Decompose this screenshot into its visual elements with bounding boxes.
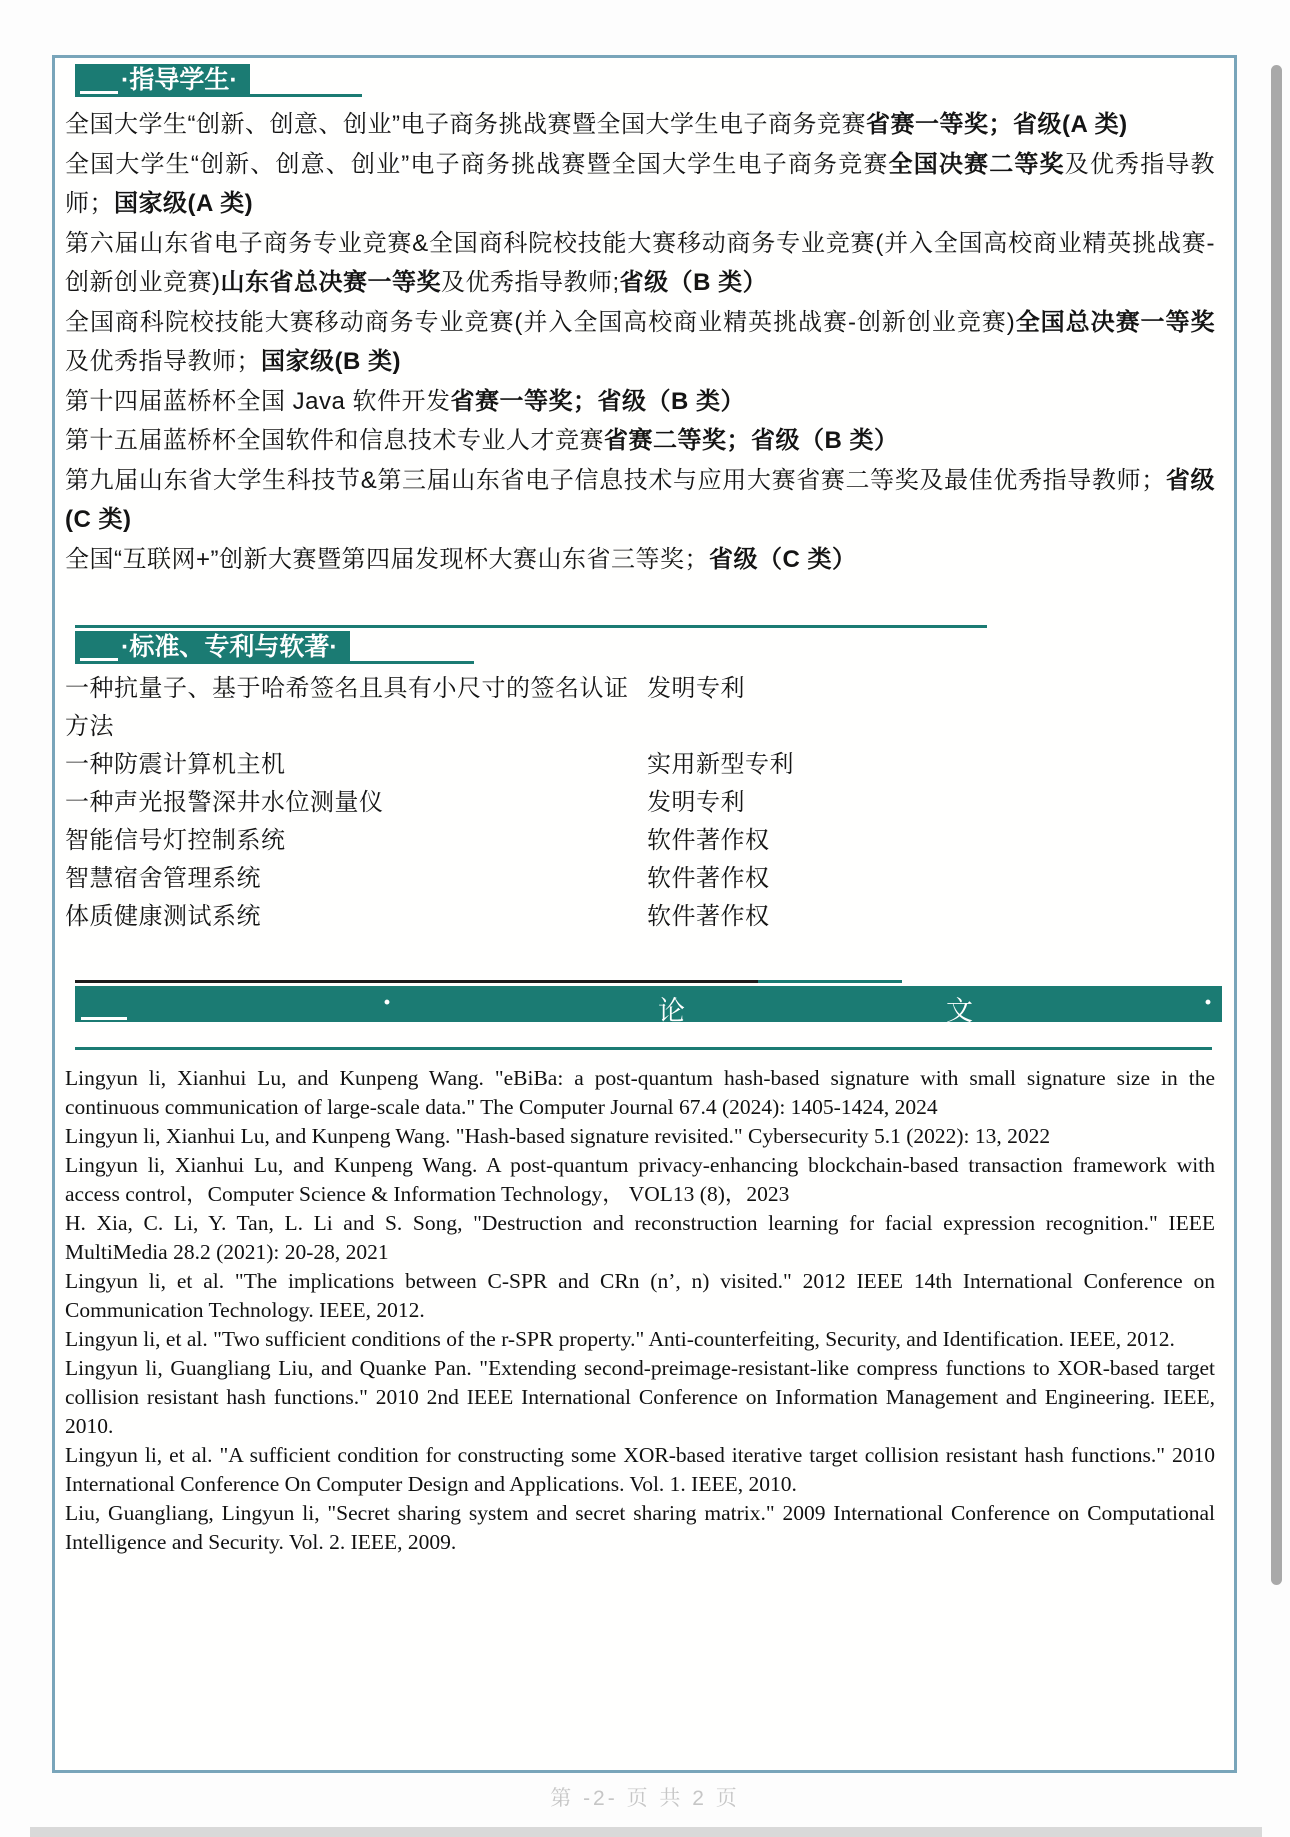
students-section-header [75,64,1215,97]
publication-item: Liu, Guangliang, Lingyun li, "Secret sharing system and secret sharing matrix." 2009 International Conference on Computational Intelligence and Security. Vol. 2. IEEE, 2009. [65,1501,1215,1554]
header-white-underline [80,658,118,661]
award-item [65,421,1215,461]
patent-category: 软件著作权 [647,865,770,892]
patent-category: 实用新型专利 [647,751,794,778]
patents-header-box [75,631,350,664]
patent-list [65,670,1215,936]
patent-name: 一种声光报警深井水位测量仪 [65,789,384,816]
publication-item: Lingyun li, et al. "A sufficient condition for constructing some XOR-based iterative target collision resistant hash functions." 2010 International Conference On Computer Design and Applications. Vol. 1. IEEE, 2010. [65,1443,1215,1496]
patent-row [65,898,1215,936]
document-page [52,55,1237,1773]
publication-item: Lingyun li, Guangliang Liu, and Quanke Pan. "Extending second-preimage-resistant-like compress functions to XOR-based target collision resistant hash functions." 2010 2nd IEEE International Conference on Information Management and Engineering. IEEE, 2010. [65,1356,1215,1438]
patent-category: 软件著作权 [647,903,770,930]
publication-item: Lingyun li, et al. "The implications between C-SPR and CRn (n’, n) visited." 2012 IEEE 14th International Conference on Communication Technology. IEEE, 2012. [65,1269,1215,1322]
patents-section-title: ·标准、专利与软著· [121,633,338,661]
patent-category: 软件著作权 [647,827,770,854]
award-item [65,382,1215,422]
patent-row [65,860,1215,898]
patent-row [65,822,1215,860]
bottom-toolbar-strip [30,1827,1262,1837]
patents-section-header [75,631,1215,664]
publication-item: H. Xia, C. Li, Y. Tan, L. Li and S. Song, "Destruction and reconstruction learning for facial expression recognition." IEEE MultiMedia 28.2 (2021): 20-28, 2021 [65,1211,1215,1264]
publication-item: Lingyun li, Xianhui Lu, and Kunpeng Wang. "Hash-based signature revisited." Cybersecurity 5.1 (2022): 13, 2022 [65,1124,1051,1148]
header-teal-underline [250,94,362,97]
award-highlight-text: 省级（B 类） [619,269,768,296]
patents-section-separator [75,625,987,628]
vertical-scrollbar-thumb[interactable] [1271,65,1282,1585]
papers-section-separator [75,980,1215,983]
patent-row [65,746,1215,784]
award-item [65,224,1215,303]
patent-name: 体质健康测试系统 [65,903,261,930]
papers-header-dot-right: · [1203,986,1214,1019]
award-text: 及优秀指导教师； [65,150,1216,217]
award-list [65,105,1215,579]
publication-item: Lingyun li, Xianhui Lu, and Kunpeng Wang. A post-quantum privacy-enhancing blockchain-based transaction framework with access control，Computer Science & Information Technology， VOL13 (8)，2023 [65,1153,1215,1206]
award-highlight-text: 省赛二等奖；省级（B 类） [604,427,899,454]
award-item [65,303,1215,382]
students-section-title: ·指导学生· [121,66,238,94]
separator-teal-segment [758,980,902,983]
award-item [65,540,1215,580]
patent-row [65,784,1215,822]
award-item [65,105,1215,145]
patent-name: 智慧宿舍管理系统 [65,865,261,892]
award-highlight-text: 省赛一等奖；省级(A 类) [865,111,1128,138]
page-number-footer: 第 -2- 页 共 2 页 [550,1787,740,1810]
papers-section-header [75,986,1222,1026]
papers-header-char-wen: 文 [946,996,973,1026]
patent-category: 发明专利 [647,675,745,702]
patent-name: 一种抗量子、基于哈希签名且具有小尺寸的签名认证方法 [65,675,629,740]
patent-name: 智能信号灯控制系统 [65,827,286,854]
award-highlight-text: 全国决赛二等奖 [888,150,1065,178]
award-text: 第十四届蓝桥杯全国 Java 软件开发 [65,387,451,415]
award-text: 及优秀指导教师； [65,348,261,375]
patent-name: 一种防震计算机主机 [65,751,286,778]
award-text: 第九届山东省大学生科技节&第三届山东省电子信息技术与应用大赛省赛二等奖及最佳优秀指导教师； [65,466,1166,494]
publication-item: Lingyun li, et al. "Two sufficient conditions of the r-SPR property." Anti-counterfeiting, Security, and Identification. IEEE, 2012. [65,1327,1175,1351]
award-text: 第六届山东省电子商务专业竞赛&全国商科院校技能大赛移动商务专业竞赛(并入全国高校商业精英挑战赛-创新创业竞赛) [65,229,1215,296]
award-highlight-text: 省级(C 类) [65,466,1216,533]
award-highlight-text: 省赛一等奖；省级（B 类） [450,387,746,415]
papers-header-underline [75,1047,1212,1050]
patent-category: 发明专利 [647,789,745,816]
separator-black-segment [75,980,758,983]
award-highlight-text: 山东省总决赛一等奖 [220,269,441,296]
award-text: 全国“互联网+”创新大赛暨第四届发现杯大赛山东省三等奖； [65,545,709,573]
papers-header-dot-left: · [382,986,393,1019]
header-teal-underline [350,661,474,664]
header-white-underline [81,1017,127,1020]
award-item [65,461,1215,540]
award-highlight-text: 全国总决赛一等奖 [1015,308,1215,336]
award-text: 全国大学生“创新、创意、创业”电子商务挑战赛暨全国大学生电子商务竞赛 [65,111,866,138]
award-text: 第十五届蓝桥杯全国软件和信息技术专业人才竞赛 [65,427,604,454]
publication-item: Lingyun li, Xianhui Lu, and Kunpeng Wang. "eBiBa: a post-quantum hash-based signature with small signature size in the continuous communication of large-scale data." The Computer Journal 67.4 (2024): 1405-1424, 2024 [65,1066,1215,1119]
award-text: 全国大学生“创新、创意、创业”电子商务挑战赛暨全国大学生电子商务竞赛 [65,150,889,178]
patent-row [65,670,1215,746]
award-highlight-text: 国家级(A 类) [114,190,254,217]
award-highlight-text: 国家级(B 类) [261,348,401,375]
award-item [65,145,1215,224]
award-text: 及优秀指导教师; [441,269,620,296]
publication-list [65,1064,1215,1557]
award-highlight-text: 省级（C 类） [709,545,857,573]
students-header-box [75,64,250,97]
header-white-underline [80,91,118,94]
papers-header-char-lun: 论 [658,996,685,1026]
award-text: 全国商科院校技能大赛移动商务专业竞赛(并入全国高校商业精英挑战赛-创新创业竞赛) [65,308,1016,336]
